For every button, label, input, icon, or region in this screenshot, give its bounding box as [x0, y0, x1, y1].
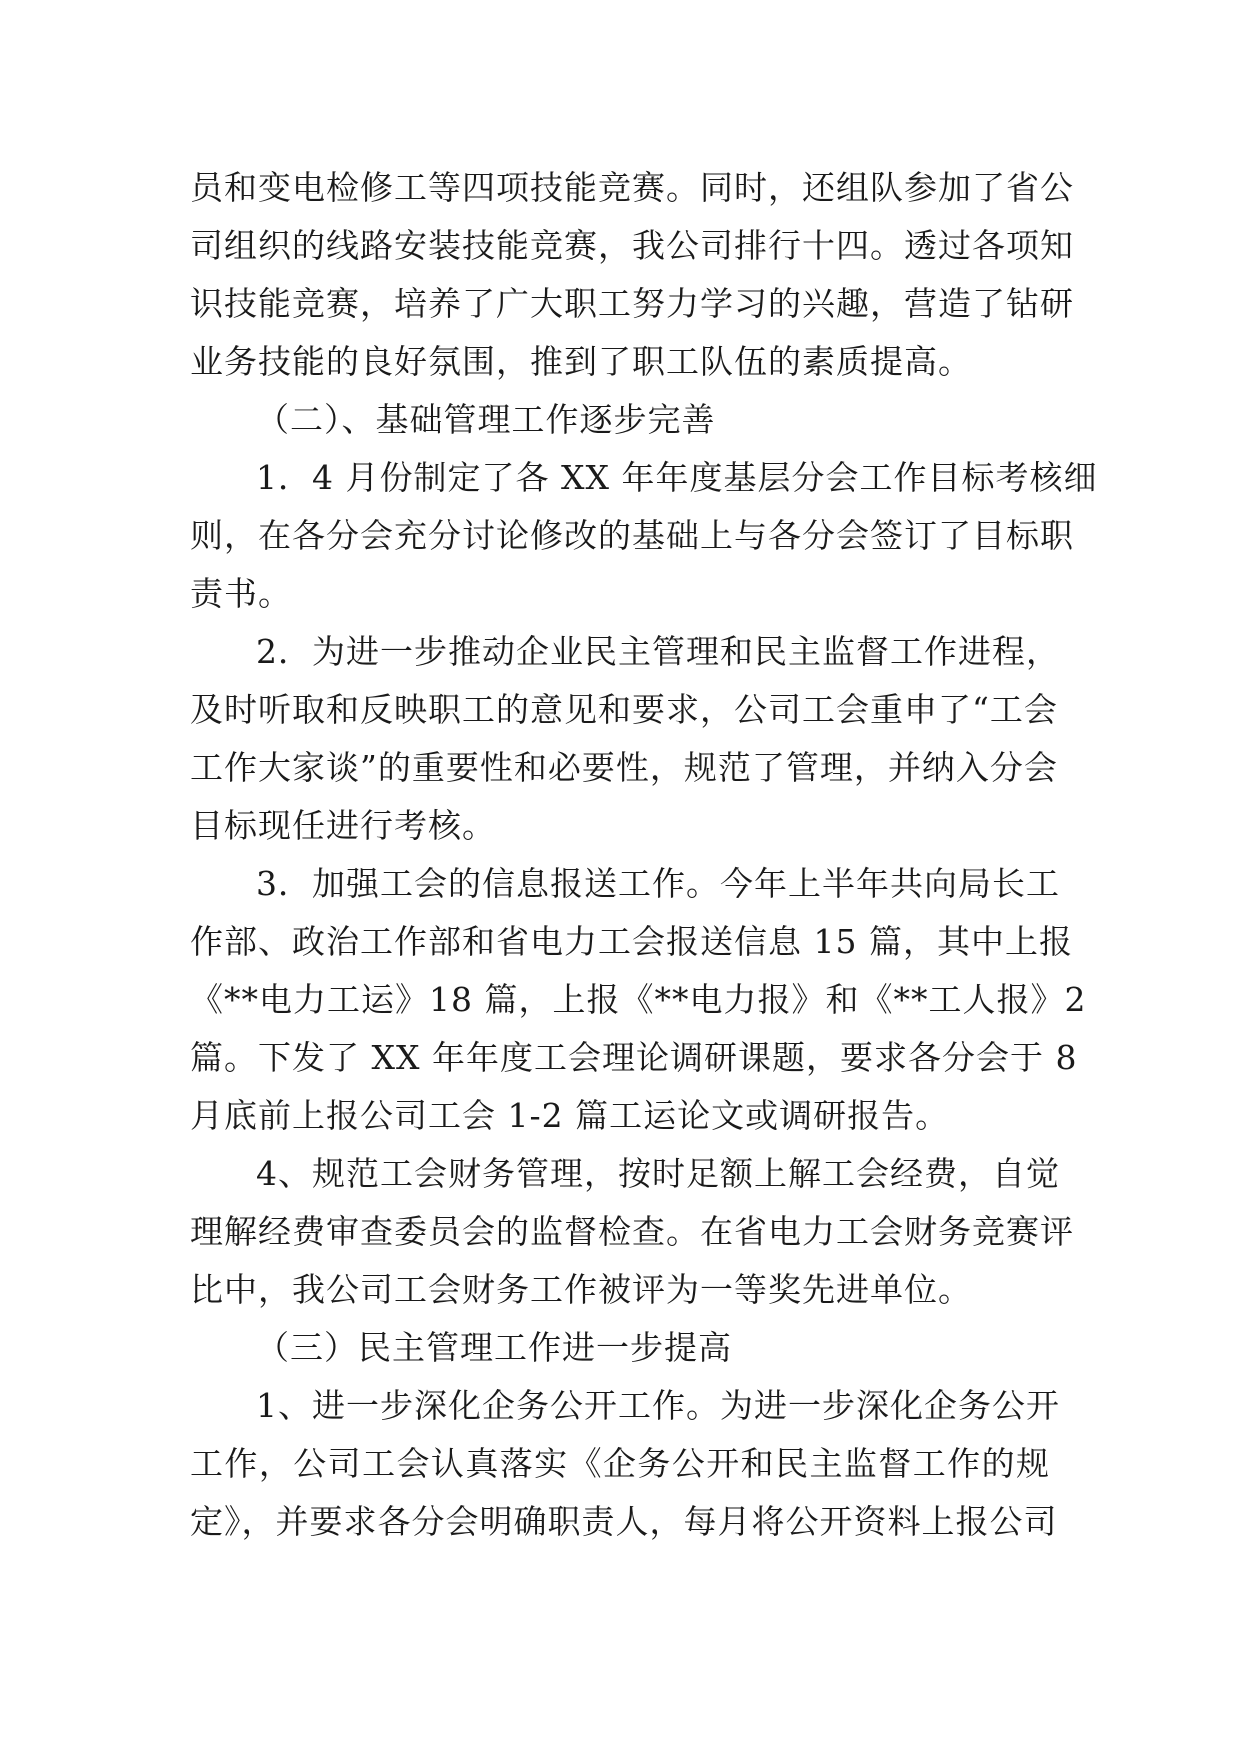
paragraph-line: 司组织的线路安装技能竞赛，我公司排行十四。透过各项知 — [190, 226, 1074, 265]
paragraph-line: 2．为进一步推动企业民主管理和民主监督工作进程， — [256, 632, 1060, 671]
section-heading: （二）、基础管理工作逐步完善 — [256, 400, 716, 439]
paragraph-line: 责书。 — [190, 574, 292, 613]
paragraph-line: 目标现任进行考核。 — [190, 806, 496, 845]
paragraph-line: 4、规范工会财务管理，按时足额上解工会经费，自觉 — [256, 1154, 1060, 1193]
paragraph-line: 识技能竞赛，培养了广大职工努力学习的兴趣，营造了钻研 — [190, 284, 1074, 323]
paragraph-line: 则，在各分会充分讨论修改的基础上与各分会签订了目标职 — [190, 516, 1074, 555]
section-heading: （三）民主管理工作进一步提高 — [256, 1328, 732, 1367]
paragraph-line: 比中，我公司工会财务工作被评为一等奖先进单位。 — [190, 1270, 972, 1309]
paragraph-line: 3．加强工会的信息报送工作。今年上半年共向局长工 — [256, 864, 1060, 903]
paragraph-line: 理解经费审查委员会的监督检查。在省电力工会财务竞赛评 — [190, 1212, 1074, 1251]
paragraph-line: 篇。下发了 XX 年年度工会理论调研课题，要求各分会于 8 — [190, 1038, 1078, 1077]
document-body — [190, 159, 1098, 1551]
paragraph-line: 《**电力工运》18 篇，上报《**电力报》和《**工人报》2 — [190, 980, 1087, 1019]
paragraph-line: 1．4 月份制定了各 XX 年年度基层分会工作目标考核细 — [256, 458, 1098, 497]
paragraph-line: 员和变电检修工等四项技能竞赛。同时，还组队参加了省公 — [190, 168, 1074, 207]
paragraph-line: 月底前上报公司工会 1-2 篇工运论文或调研报告。 — [190, 1096, 950, 1135]
paragraph-line: 业务技能的良好氛围，推到了职工队伍的素质提高。 — [190, 342, 972, 381]
paragraph-line: 及时听取和反映职工的意见和要求，公司工会重申了“工会 — [190, 690, 1058, 729]
paragraph-line: 定》，并要求各分会明确职责人，每月将公开资料上报公司 — [190, 1502, 1058, 1541]
paragraph-line: 工作大家谈”的重要性和必要性，规范了管理，并纳入分会 — [190, 748, 1058, 787]
paragraph-line: 作部、政治工作部和省电力工会报送信息 15 篇，其中上报 — [190, 922, 1073, 961]
paragraph-line: 工作，公司工会认真落实《企务公开和民主监督工作的规 — [190, 1444, 1050, 1483]
paragraph-line: 1、进一步深化企务公开工作。为进一步深化企务公开 — [256, 1386, 1060, 1425]
